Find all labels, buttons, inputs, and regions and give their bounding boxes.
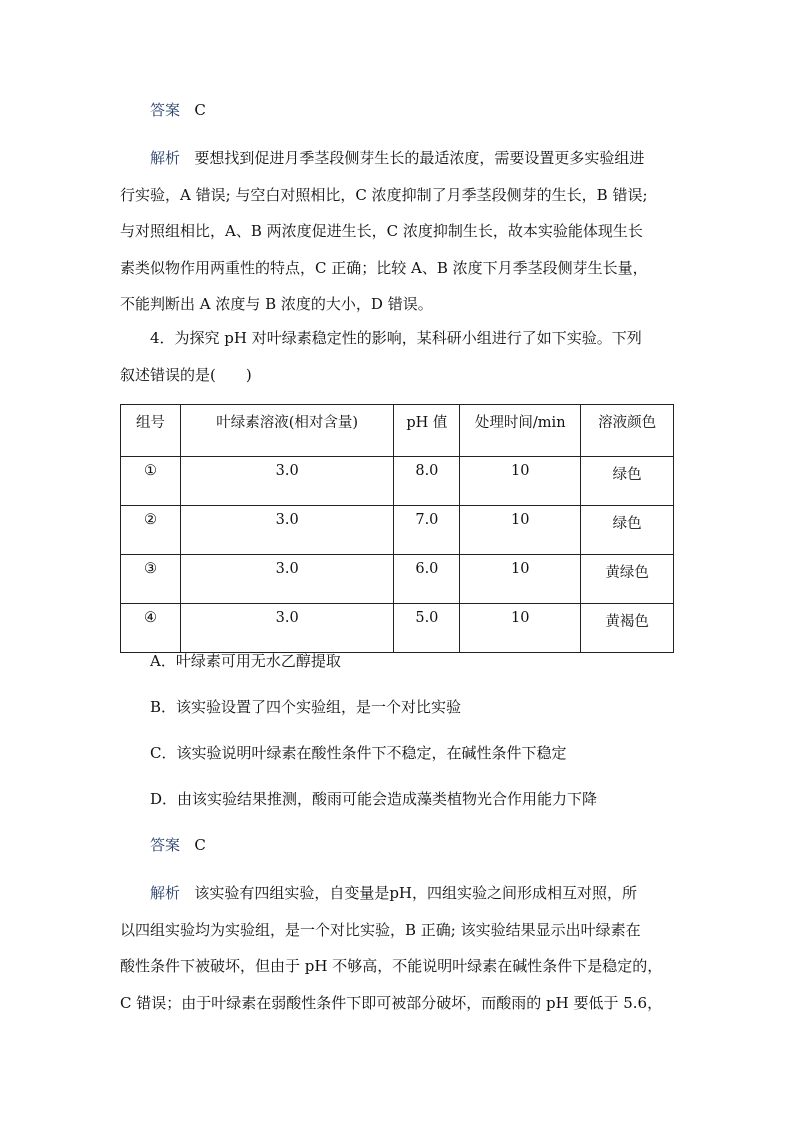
cell-ph: 7.0 [394,506,460,555]
header-ph: pH 值 [394,405,460,457]
header-time: 处理时间/min [460,405,581,457]
cell-color: 绿色 [581,506,674,555]
answer-label: 答案 [150,836,181,854]
cell-chlorophyll: 3.0 [180,604,394,653]
cell-group: ② [121,506,181,555]
table-row [121,506,674,555]
analysis-2-line-2: 以四组实验均为实验组，是一个对比实验，B 正确; 该实验结果显示出叶绿素在 [120,920,641,939]
analysis-label: 解析 [150,149,181,167]
analysis-2-line-3: 酸性条件下被破坏，但由于 pH 不够高，不能说明叶绿素在碱性条件下是稳定的， [120,957,663,975]
analysis-1-line-2: 行实验，A 错误; 与空白对照相比，C 浓度抑制了月季茎段侧芽的生长，B 错误; [120,185,648,204]
option-d: D．由该实验结果推测，酸雨可能会造成藻类植物光合作用能力下降 [150,790,598,808]
answer-value: C [194,836,206,854]
cell-ph: 8.0 [394,457,460,506]
analysis-label: 解析 [150,884,181,902]
cell-ph: 5.0 [394,604,460,653]
cell-color: 黄绿色 [581,555,674,604]
cell-group: ④ [121,604,181,653]
answer-label: 答案 [150,101,181,119]
cell-time: 10 [460,457,581,506]
analysis-2-line-4: C 错误；由于叶绿素在弱酸性条件下即可被部分破坏，而酸雨的 pH 要低于 5.6， [120,993,663,1012]
cell-group: ③ [121,555,181,604]
cell-color: 黄褐色 [581,604,674,653]
option-c: C．该实验说明叶绿素在酸性条件下不稳定，在碱性条件下稳定 [150,744,567,762]
analysis-2-line-1: 解析 该实验有四组实验，自变量是pH，四组实验之间形成相互对照，所 [150,884,638,902]
cell-time: 10 [460,604,581,653]
cell-group: ① [121,457,181,506]
answer-value: C [194,101,206,119]
question-4 [120,320,680,393]
experiment-table [120,404,674,653]
question-4-line-1: 4．为探究 pH 对叶绿素稳定性的影响，某科研小组进行了如下实验。下列 [150,329,642,347]
analysis-1-line-1: 解析 要想找到促进月季茎段侧芽生长的最适浓度，需要设置更多实验组进 [150,149,645,167]
cell-ph: 6.0 [394,555,460,604]
cell-time: 10 [460,555,581,604]
table-row [121,555,674,604]
analysis-1-line-3: 与对照组相比，A、B 两浓度促进生长，C 浓度抑制生长，故本实验能体现生长 [120,222,643,240]
cell-chlorophyll: 3.0 [180,555,394,604]
question-4-line-2: 叙述错误的是( ) [120,365,252,384]
table-header-row [121,405,674,457]
cell-chlorophyll: 3.0 [180,457,394,506]
answer-2 [120,827,680,864]
cell-color: 绿色 [581,457,674,506]
header-group-no: 组号 [121,405,181,457]
header-chlorophyll: 叶绿素溶液(相对含量) [180,405,394,457]
header-color: 溶液颜色 [581,405,674,457]
analysis-1 [120,140,680,323]
table-row [121,457,674,506]
analysis-1-line-4: 素类似物作用两重性的特点，C 正确；比较 A、B 浓度下月季茎段侧芽生长量， [120,258,648,277]
option-b: B．该实验设置了四个实验组，是一个对比实验 [150,698,462,716]
analysis-1-line-5: 不能判断出 A 浓度与 B 浓度的大小，D 错误。 [120,295,433,313]
answer-1 [120,92,680,129]
cell-chlorophyll: 3.0 [180,506,394,555]
option-a: A．叶绿素可用无水乙醇提取 [150,652,341,670]
cell-time: 10 [460,506,581,555]
analysis-2 [120,875,680,1021]
